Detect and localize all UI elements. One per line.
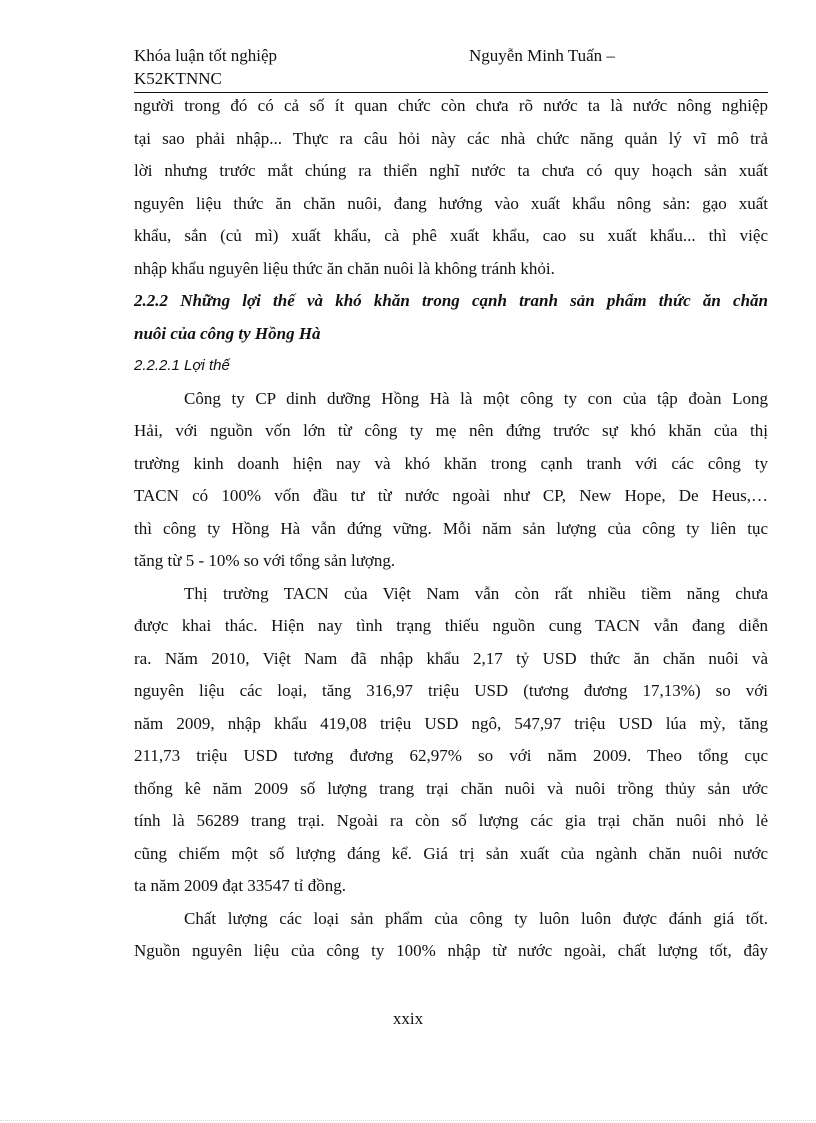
header-class-code: K52KTNNC [134, 69, 222, 88]
text-line: Chất lượng các loại sản phẩm của công ty luôn luôn được đánh giá tốt. [184, 908, 768, 928]
header-thesis-label: Khóa luận tốt nghiệp [134, 46, 278, 65]
text-line: thì công ty Hồng Hà vẫn đứng vững. Mỗi năm sản lượng của công ty liên tục [134, 518, 768, 538]
heading-line: 2.2.2 Những lợi thế và khó khăn trong cạnh tranh sản phẩm thức ăn chăn [134, 291, 768, 310]
page-edge-divider [0, 1120, 816, 1121]
text-line: trường kinh doanh hiện nay và khó khăn trong cạnh tranh với các công ty [134, 453, 768, 473]
text-line: tại sao phải nhập... Thực ra câu hỏi này các nhà chức năng quản lý vĩ mô trả [134, 128, 768, 148]
text-line: nguyên liệu thức ăn chăn nuôi, đang hướng vào xuất khẩu nông sản: gạo xuất [134, 193, 768, 213]
text-line: TACN có 100% vốn đầu tư từ nước ngoài như CP, New Hope, De Heus,… [134, 486, 768, 505]
paragraph-market-potential [134, 578, 768, 903]
text-line: ta năm 2009 đạt 33547 tỉ đồng. [134, 876, 347, 895]
heading-line: nuôi của công ty Hồng Hà [134, 323, 321, 343]
text-line: lời nhưng trước mắt chúng ra thiển nghĩ nước ta chưa có quy hoạch sản xuất [134, 161, 768, 180]
paragraph-product-quality [134, 903, 768, 968]
text-line: người trong đó có cả số ít quan chức còn chưa rõ nước ta là nước nông nghiệp [134, 96, 768, 115]
text-line: tăng từ 5 - 10% so với tổng sản lượng. [134, 551, 396, 570]
text-line: thống kê năm 2009 số lượng trang trại chăn nuôi và nuôi trồng thủy sản ước [134, 778, 768, 798]
text-line: ra. Năm 2010, Việt Nam đã nhập khẩu 2,17 tỷ USD thức ăn chăn nuôi và [134, 648, 768, 668]
text-line: nhập khẩu nguyên liệu thức ăn chăn nuôi là không tránh khỏi. [134, 258, 555, 278]
section-heading [134, 285, 768, 350]
text-line: Công ty CP dinh dưỡng Hồng Hà là một công ty con của tập đoàn Long [184, 388, 768, 408]
text-line: nguyên liệu các loại, tăng 316,97 triệu USD (tương đương 17,13%) so với [134, 681, 768, 700]
subsection-heading: 2.2.2.1 Lợi thế [134, 357, 230, 374]
paragraph-advantage-capital [134, 383, 768, 578]
intro-paragraph [134, 90, 768, 285]
header-author: Nguyễn Minh Tuấn – [469, 46, 615, 65]
text-line: được khai thác. Hiện nay tình trạng thiếu nguồn cung TACN vẫn đang diễn [134, 616, 768, 635]
text-line: khẩu, sắn (củ mì) xuất khẩu, cà phê xuất khẩu, cao su xuất khẩu... thì việc [134, 226, 768, 245]
header-left [134, 44, 334, 90]
page-header [134, 44, 768, 93]
text-line: tính là 56289 trang trại. Ngoài ra còn số lượng các gia trại chăn nuôi nhỏ lẻ [134, 811, 768, 830]
text-line: Hải, với nguồn vốn lớn từ công ty mẹ nên đứng trước sự khó khăn của thị [134, 421, 768, 440]
text-line: cũng chiếm một số lượng đáng kể. Giá trị sản xuất của ngành chăn nuôi nước [134, 843, 768, 863]
page-number: xxix [392, 1009, 424, 1028]
text-line: Nguồn nguyên liệu của công ty 100% nhập từ nước ngoài, chất lượng tốt, đây [134, 941, 768, 960]
page-body [134, 90, 768, 968]
text-line: Thị trường TACN của Việt Nam vẫn còn rất nhiều tiềm năng chưa [184, 583, 768, 603]
text-line: 211,73 triệu USD tương đương 62,97% so với năm 2009. Theo tổng cục [134, 746, 768, 765]
text-line: năm 2009, nhập khẩu 419,08 triệu USD ngô, 547,97 triệu USD lúa mỳ, tăng [134, 713, 768, 733]
